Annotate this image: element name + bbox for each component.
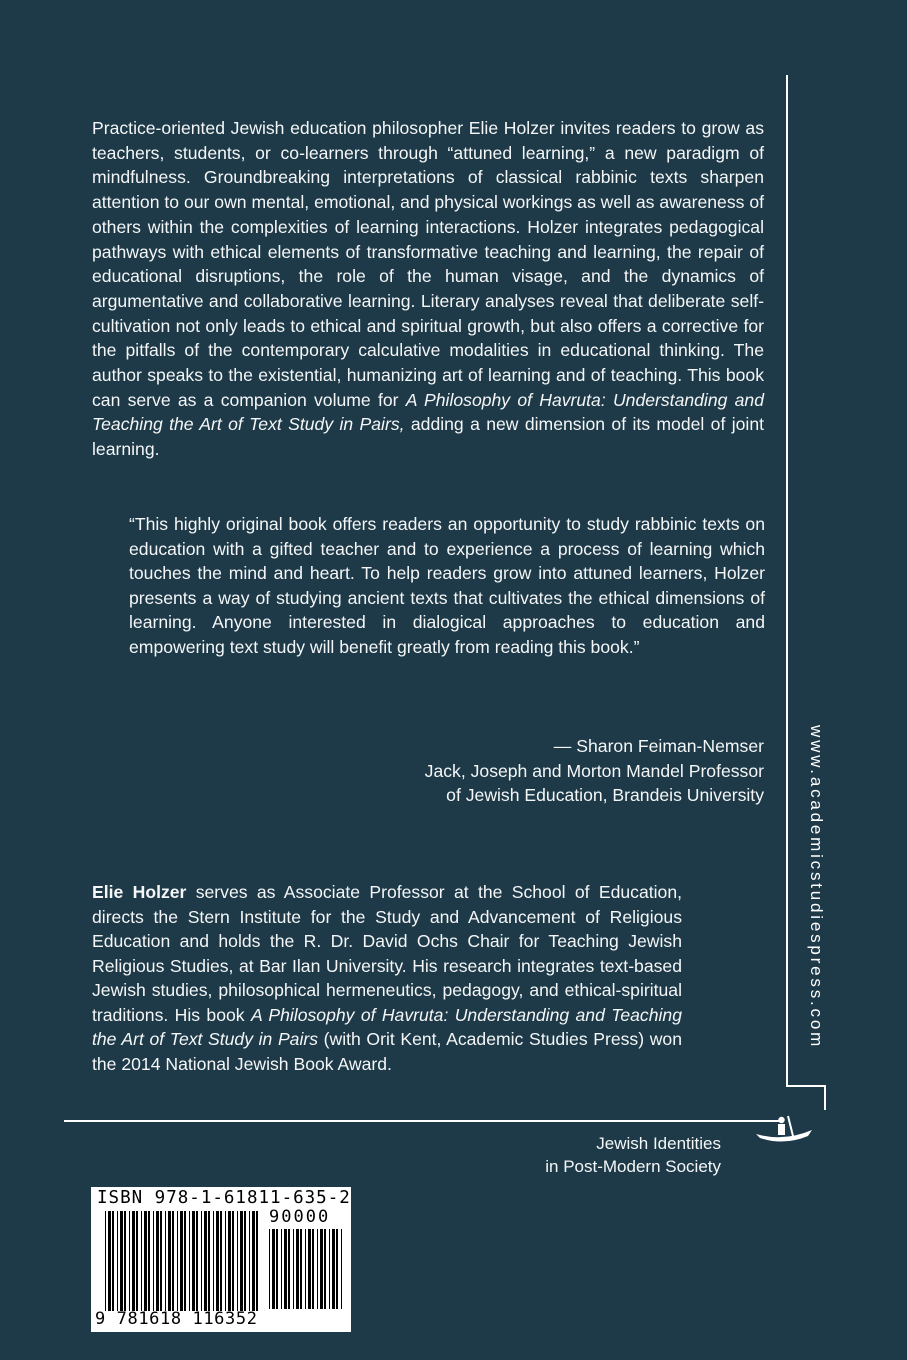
barcode-bar: [228, 1211, 231, 1311]
barcode-bar: [244, 1211, 246, 1311]
barcode-bar: [148, 1211, 150, 1311]
barcode-bar: [281, 1229, 282, 1309]
barcode-bar: [256, 1211, 258, 1311]
barcode-bar: [312, 1229, 314, 1309]
barcode-bar: [213, 1211, 214, 1311]
barcode-bar: [177, 1211, 178, 1311]
barcode-bar: [129, 1211, 130, 1311]
barcode-bar: [232, 1211, 234, 1311]
boat-logo-icon: [752, 1112, 816, 1146]
barcode-bar: [132, 1211, 135, 1311]
barcode-bar: [288, 1229, 290, 1309]
barcode-bar: [293, 1229, 294, 1309]
barcode-bar: [196, 1211, 198, 1311]
series-line2: in Post-Modern Society: [545, 1156, 721, 1176]
isbn-label: ISBN 978-1-61811-635-2: [97, 1188, 351, 1208]
barcode-bar: [201, 1211, 202, 1311]
barcode-bar: [332, 1229, 335, 1309]
isbn-barcode: [91, 1187, 351, 1332]
barcode-bar: [216, 1211, 219, 1311]
barcode-bar: [329, 1229, 330, 1309]
barcode-bar: [300, 1229, 302, 1309]
barcode-bar: [172, 1211, 174, 1311]
barcode-bar: [305, 1229, 306, 1309]
frame-corner-side: [824, 1085, 826, 1110]
series-name: [501, 1133, 721, 1178]
barcode-bar: [272, 1229, 275, 1309]
companion-book-title: A Philosophy of Havruta: Understanding and Teaching the Art of Text Study in Pairs,: [92, 389, 764, 435]
barcode-bar: [160, 1211, 162, 1311]
barcode-bar: [184, 1211, 186, 1311]
series-line1: Jewish Identities: [596, 1134, 721, 1153]
barcode-bar: [144, 1211, 147, 1311]
barcode-bar: [208, 1211, 210, 1311]
author-bio: Elie Holzer serves as Associate Professor at the School of Education, directs the Stern Institute for the Study and Advancement of Religious Education and holds the R. Dr. David Ochs Chair for Teaching Jewish Religious Studies, at Bar Ilan University. His research integrates text-based Jewish studies, philosophical hermeneutics, pedagogy, and ethical-spiritual traditions. His book A Philosophy of Havruta: Understanding and Teaching the Art of Text Study in Pairs (with Orit Kent, Academic Studies Press) won the 2014 National Jewish Book Award.: [92, 882, 682, 1074]
ean-digits: 9 781618 116352: [95, 1309, 258, 1329]
barcode-bar: [317, 1229, 318, 1309]
barcode-bar: [237, 1211, 238, 1311]
author-name: Elie Holzer: [92, 882, 187, 902]
endorser-name: — Sharon Feiman-Nemser: [553, 736, 764, 756]
addon-digits: 90000: [269, 1207, 331, 1227]
barcode-bar: [336, 1229, 338, 1309]
barcode-bar: [324, 1229, 326, 1309]
barcode-bar: [117, 1211, 118, 1311]
barcode-bar: [105, 1211, 106, 1311]
endorsement-attribution: [304, 734, 764, 808]
barcode-bar: [276, 1229, 278, 1309]
barcode-bar: [189, 1211, 190, 1311]
barcode-bar: [284, 1229, 287, 1309]
barcode-bar: [341, 1229, 342, 1309]
addon-bars: [269, 1229, 345, 1309]
barcode-bar: [153, 1211, 154, 1311]
barcode-bar: [112, 1211, 114, 1311]
endorser-title-line2: of Jewish Education, Brandeis University: [446, 785, 764, 805]
barcode-bar: [308, 1229, 311, 1309]
barcode-bar: [168, 1211, 171, 1311]
barcode-bar: [180, 1211, 183, 1311]
barcode-bar: [124, 1211, 126, 1311]
barcode-bar: [165, 1211, 166, 1311]
horizontal-rule: [64, 1120, 784, 1122]
barcode-bar: [269, 1229, 270, 1309]
back-cover-blurb: Practice-oriented Jewish education philosopher Elie Holzer invites readers to grow as teachers, students, or co-learners through “attuned learning,” a new paradigm of mindfulness. Groundbreaking interpretations of classical rabbinic texts sharpen attention to our own mental, emotional, and physical workings as well as awareness of others within the complexities of learning interactions. Holzer integrates pedagogical pathways with ethical elements of transformative teaching and learning, the repair of educational disruptions, the role of the human visage, and the dynamics of argumentative and collaborative learning. Literary analyses reveal that deliberate self-cultivation not only leads to ethical and spiritual growth, but also offers a corrective for the pitfalls of the contemporary calculative modalities in educational thinking. The author speaks to the existential, humanizing art of learning and of teaching. This book can serve as a companion volume for A Philosophy of Havruta: Understanding and Teaching the Art of Text Study in Pairs, adding a new dimension of its model of joint learning.: [92, 118, 764, 460]
barcode-bar: [225, 1211, 226, 1311]
endorser-title-line1: Jack, Joseph and Morton Mandel Professor: [424, 760, 764, 781]
barcode-bar: [120, 1211, 123, 1311]
barcode-bar: [136, 1211, 138, 1311]
bio-book-title: A Philosophy of Havruta: Understanding and Teaching the Art of Text Study in Pairs: [92, 1004, 682, 1049]
barcode-bar: [156, 1211, 159, 1311]
barcode-bar: [204, 1211, 207, 1311]
publisher-website: www.academicstudiespress.com: [807, 725, 826, 1050]
vertical-rule: [786, 75, 788, 1087]
barcode-bar: [192, 1211, 195, 1311]
barcode-bar: [296, 1229, 299, 1309]
barcode-bar: [240, 1211, 243, 1311]
barcode-bar: [320, 1229, 323, 1309]
barcode-bar: [141, 1211, 142, 1311]
frame-corner-top: [786, 1085, 826, 1087]
barcode-bar: [252, 1211, 255, 1311]
barcode-bar: [108, 1211, 111, 1311]
endorsement-quote: “This highly original book offers readers an opportunity to study rabbinic texts on education with a gifted teacher and to experience a process of learning which touches the mind and heart. To help readers grow into attuned learners, Holzer presents a way of studying ancient texts that cultivates the ethical dimensions of learning. Anyone interested in dialogical approaches to education and empowering text study will benefit greatly from reading this book.”: [129, 514, 765, 657]
barcode-bar: [249, 1211, 250, 1311]
ean-bars: [105, 1211, 263, 1311]
barcode-bar: [220, 1211, 222, 1311]
